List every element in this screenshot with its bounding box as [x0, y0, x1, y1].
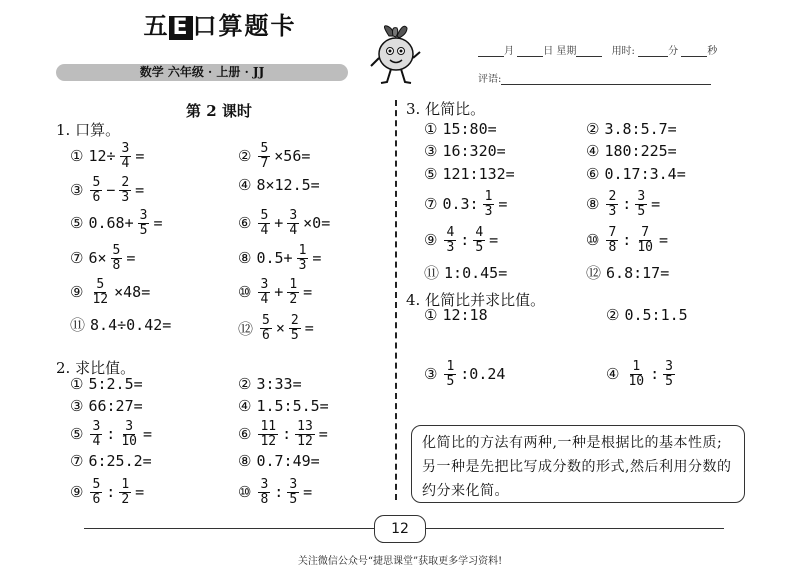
denominator: 6 — [262, 327, 270, 343]
numerator: 5 — [262, 313, 270, 328]
problem-number: ① — [424, 120, 438, 138]
fraction — [444, 226, 456, 254]
problem-number: ⑧ — [586, 195, 600, 214]
problem-number: ④ — [586, 142, 600, 160]
numerator: 1 — [484, 189, 493, 204]
problem-number: ③ — [70, 181, 84, 200]
problem-item — [424, 306, 488, 324]
denominator: 8 — [260, 491, 269, 507]
denominator: 12 — [260, 433, 277, 449]
numerator: 3 — [260, 477, 269, 492]
numerator: 13 — [297, 419, 313, 434]
expression-text: 3:33= — [256, 375, 302, 393]
problem-item — [424, 165, 515, 183]
problem-item — [586, 262, 669, 283]
problem-item — [238, 278, 312, 306]
blank — [638, 56, 668, 57]
denominator: 5 — [446, 373, 455, 389]
expression-text: 1.5:5.5= — [256, 397, 329, 415]
expression-text: ×48= — [114, 283, 151, 302]
expression-text: 8.4÷0.42= — [90, 315, 172, 334]
fraction — [258, 278, 270, 306]
expression-text: = — [318, 425, 328, 444]
denominator: 3 — [298, 257, 307, 273]
problem-number: ⑫ — [238, 319, 254, 338]
fraction — [606, 226, 618, 254]
problem-number: ③ — [70, 397, 84, 415]
problem-number: ④ — [238, 176, 252, 194]
fraction — [120, 142, 132, 170]
expression-text: 0.17:3.4= — [604, 165, 686, 183]
expression-text: 6.8:17= — [606, 263, 670, 282]
numerator: 3 — [125, 419, 134, 434]
section-1-title: 1. 口算。 — [56, 121, 121, 139]
problem-item — [70, 209, 162, 237]
denominator: 10 — [121, 433, 137, 449]
denominator: 4 — [92, 433, 101, 449]
lesson-title: 第 2 课时 — [186, 102, 252, 120]
fraction — [287, 278, 299, 306]
expression-text: ×0= — [303, 214, 331, 233]
expression-text: 0.3: — [442, 195, 479, 214]
problem-number: ⑩ — [238, 483, 252, 502]
expression-text: 0.5+ — [256, 249, 293, 268]
problem-item — [70, 142, 144, 170]
denominator: 6 — [92, 491, 101, 507]
day-label: 日 — [543, 46, 554, 57]
expression-text: : — [622, 195, 632, 214]
expression-text: = — [658, 231, 668, 250]
fraction — [111, 244, 123, 272]
numerator: 11 — [260, 419, 277, 434]
numerator: 1 — [298, 243, 307, 258]
expression-text: = — [312, 249, 322, 268]
expression-text: = — [303, 483, 313, 502]
title-part: 口算题卡 — [192, 12, 297, 40]
expression-text: 0.68+ — [88, 214, 134, 233]
expression-text: + — [274, 283, 284, 302]
problem-item — [586, 190, 660, 218]
expression-text: 6× — [88, 249, 107, 268]
expression-text: : — [650, 365, 660, 384]
numerator: 3 — [637, 189, 646, 204]
numerator: 7 — [641, 225, 650, 240]
problem-item — [238, 397, 329, 415]
expression-text: 6:25.2= — [88, 452, 152, 470]
column-divider — [395, 100, 397, 500]
problem-item — [424, 190, 507, 218]
denominator: 8 — [608, 239, 617, 255]
expression-text: 1:0.45= — [444, 263, 508, 282]
denominator: 5 — [139, 222, 148, 238]
fraction — [287, 478, 299, 506]
fraction — [444, 360, 456, 388]
subtitle-bar: 数学 六年级 · 上册 · JJ — [56, 64, 348, 81]
problem-number: ⑦ — [70, 452, 84, 470]
fraction — [119, 420, 139, 448]
numerator: 5 — [92, 477, 101, 492]
problem-item — [424, 120, 497, 138]
problem-number: ④ — [238, 397, 252, 415]
denominator: 5 — [289, 491, 298, 507]
fraction — [473, 226, 485, 254]
denominator: 3 — [484, 203, 493, 219]
problem-item — [606, 306, 688, 324]
expression-text: 5:2.5= — [88, 375, 143, 393]
fraction — [289, 314, 301, 342]
expression-text: = — [126, 249, 136, 268]
denominator: 6 — [92, 189, 101, 205]
expression-text: 16:320= — [442, 142, 506, 160]
second-label: 秒 — [707, 46, 718, 57]
problem-number: ③ — [424, 365, 438, 384]
title-e-badge: E — [169, 16, 192, 40]
expression-text: + — [274, 214, 284, 233]
problem-item — [238, 209, 330, 237]
problem-number: ⑨ — [70, 483, 84, 502]
expression-text: 12:18 — [442, 306, 488, 324]
blank — [501, 84, 711, 85]
denominator: 5 — [290, 327, 299, 343]
numerator: 3 — [92, 419, 101, 434]
expression-text: 12÷ — [88, 147, 116, 166]
minute-label: 分 — [668, 46, 679, 57]
blank — [478, 56, 504, 57]
denominator: 5 — [475, 239, 484, 255]
fraction — [287, 209, 299, 237]
denominator: 4 — [260, 291, 269, 307]
problem-item — [238, 452, 320, 470]
fraction — [635, 190, 647, 218]
expression-text: = — [135, 147, 145, 166]
fraction — [258, 142, 270, 170]
expression-text: : — [460, 231, 470, 250]
problem-item — [70, 452, 152, 470]
denominator: 12 — [92, 291, 109, 307]
problem-item — [70, 375, 143, 393]
problem-item — [238, 176, 320, 194]
fraction — [626, 360, 646, 388]
denominator: 8 — [112, 257, 121, 273]
problem-number: ③ — [424, 142, 438, 160]
date-line — [478, 42, 717, 57]
denominator: 4 — [121, 155, 130, 171]
numerator: 1 — [632, 359, 641, 374]
fraction — [483, 190, 495, 218]
blank — [517, 56, 543, 57]
page-number: 12 — [374, 515, 426, 543]
problem-number: ⑩ — [238, 283, 252, 302]
fraction — [90, 478, 102, 506]
problem-item — [424, 360, 505, 388]
comment-label: 评语: — [478, 74, 502, 85]
expression-text: 66:27= — [88, 397, 143, 415]
expression-text: 0.7:49= — [256, 452, 320, 470]
problem-item — [586, 142, 677, 160]
title-part: 五 — [143, 12, 170, 40]
problem-number: ⑧ — [238, 452, 252, 470]
problem-number: ⑤ — [70, 214, 84, 233]
problem-number: ⑧ — [238, 249, 252, 268]
problem-number: ① — [70, 375, 84, 393]
fraction — [258, 478, 270, 506]
problem-item — [238, 478, 312, 506]
problem-number: ⑨ — [424, 231, 438, 250]
problem-number: ② — [606, 306, 620, 324]
numerator: 7 — [608, 225, 617, 240]
numerator: 1 — [121, 477, 130, 492]
problem-number: ④ — [606, 365, 620, 384]
problem-number: ② — [238, 147, 252, 166]
denominator: 3 — [121, 189, 130, 205]
problem-item — [70, 420, 152, 448]
problem-number: ① — [70, 147, 84, 166]
month-label: 月 — [504, 46, 514, 57]
problem-item — [70, 314, 171, 335]
fraction — [297, 244, 309, 272]
numerator: 1 — [289, 277, 298, 292]
denominator: 10 — [637, 239, 653, 255]
section-3-title: 3. 化简比。 — [406, 100, 486, 118]
denominator: 5 — [637, 203, 646, 219]
problem-item — [586, 226, 668, 254]
denominator: 4 — [289, 222, 298, 238]
denominator: 2 — [289, 291, 298, 307]
expression-text: 15:80= — [442, 120, 497, 138]
numerator: 3 — [260, 277, 269, 292]
footer-note: 关注微信公众号“捷思课堂”获取更多学习资料! — [297, 556, 503, 567]
fraction — [258, 420, 278, 448]
problem-number: ⑫ — [586, 264, 602, 282]
problem-item — [424, 262, 507, 283]
fraction — [119, 176, 131, 204]
blank — [681, 56, 707, 57]
problem-item — [70, 278, 150, 306]
card-title — [115, 6, 325, 41]
numerator: 1 — [446, 359, 455, 374]
fraction — [90, 420, 102, 448]
problem-number: ⑤ — [70, 425, 84, 444]
section-2-title: 2. 求比值。 — [56, 359, 136, 377]
problem-item — [70, 176, 144, 204]
numerator: 5 — [96, 277, 105, 292]
numerator: 4 — [475, 225, 484, 240]
expression-text: = — [489, 231, 499, 250]
denominator: 10 — [628, 373, 645, 389]
problem-number: ② — [238, 375, 252, 393]
expression-text: :0.24 — [460, 365, 506, 384]
numerator: 2 — [608, 189, 617, 204]
time-used-label: 用时: — [611, 46, 635, 57]
numerator: 3 — [139, 208, 148, 223]
numerator: 5 — [112, 243, 121, 258]
expression-text: = — [304, 319, 314, 338]
denominator: 12 — [297, 433, 313, 449]
expression-text: 180:225= — [604, 142, 677, 160]
expression-text: = — [651, 195, 661, 214]
problem-number: ① — [424, 306, 438, 324]
fraction — [119, 478, 131, 506]
problem-number: ⑩ — [586, 231, 600, 250]
numerator: 3 — [289, 208, 298, 223]
problem-item — [238, 244, 321, 272]
expression-text: = — [135, 181, 145, 200]
problem-number: ⑪ — [70, 316, 86, 334]
expression-text: : — [274, 483, 284, 502]
numerator: 4 — [446, 225, 455, 240]
problem-item — [238, 142, 310, 170]
expression-text: 8×12.5= — [256, 176, 320, 194]
fraction — [606, 190, 618, 218]
denominator: 2 — [121, 491, 130, 507]
problem-item — [424, 226, 498, 254]
numerator: 3 — [121, 141, 130, 156]
problem-item — [606, 360, 677, 388]
problem-item — [70, 397, 143, 415]
numerator: 3 — [289, 477, 298, 492]
problem-number: ⑥ — [586, 165, 600, 183]
expression-text: : — [282, 425, 292, 444]
problem-item — [586, 120, 677, 138]
problem-number: ⑪ — [424, 264, 440, 282]
problem-item — [238, 420, 328, 448]
problem-number: ⑤ — [424, 165, 438, 183]
fraction — [258, 209, 270, 237]
denominator: 3 — [608, 203, 617, 219]
expression-text: = — [153, 214, 163, 233]
week-label: 星期 — [556, 46, 577, 57]
expression-text: × — [275, 319, 285, 338]
denominator: 7 — [260, 155, 269, 171]
blank — [576, 56, 602, 57]
fraction — [138, 209, 150, 237]
expression-text: ×56= — [274, 147, 311, 166]
expression-text: 0.5:1.5 — [624, 306, 688, 324]
expression-text: : — [106, 483, 116, 502]
problem-number: ⑨ — [70, 283, 84, 302]
fraction — [90, 278, 110, 306]
problem-item — [70, 478, 144, 506]
section-4-title: 4. 化简比并求比值。 — [406, 291, 546, 309]
expression-text: − — [106, 181, 116, 200]
fraction — [90, 176, 102, 204]
problem-number: ⑦ — [424, 195, 438, 214]
problem-number: ⑥ — [238, 214, 252, 233]
comment-line — [478, 70, 711, 85]
denominator: 3 — [446, 239, 455, 255]
fraction — [663, 360, 675, 388]
expression-text: = — [498, 195, 508, 214]
expression-text: 3.8:5.7= — [604, 120, 677, 138]
numerator: 2 — [290, 313, 299, 328]
problem-item — [238, 314, 314, 342]
expression-text: : — [106, 425, 116, 444]
radish-mascot-icon — [367, 22, 423, 86]
numerator: 5 — [260, 208, 269, 223]
numerator: 3 — [665, 359, 673, 374]
problem-item — [70, 244, 135, 272]
expression-text: = — [135, 483, 145, 502]
fraction — [260, 314, 272, 342]
expression-text: = — [142, 425, 152, 444]
fraction — [295, 420, 315, 448]
problem-number: ② — [586, 120, 600, 138]
fraction — [635, 226, 655, 254]
problem-number: ⑥ — [238, 425, 252, 444]
numerator: 5 — [260, 141, 269, 156]
problem-item — [424, 142, 506, 160]
problem-item — [586, 165, 686, 183]
expression-text: 121:132= — [442, 165, 515, 183]
numerator: 2 — [121, 175, 130, 190]
denominator: 5 — [665, 373, 673, 389]
expression-text: = — [303, 283, 313, 302]
problem-item — [238, 375, 302, 393]
numerator: 5 — [92, 175, 101, 190]
denominator: 4 — [260, 222, 269, 238]
problem-number: ⑦ — [70, 249, 84, 268]
tip-box: 化简比的方法有两种,一种是根据比的基本性质;另一种是先把比写成分数的形式,然后利用分数的约分来化简。 — [411, 425, 745, 503]
expression-text: : — [622, 231, 632, 250]
